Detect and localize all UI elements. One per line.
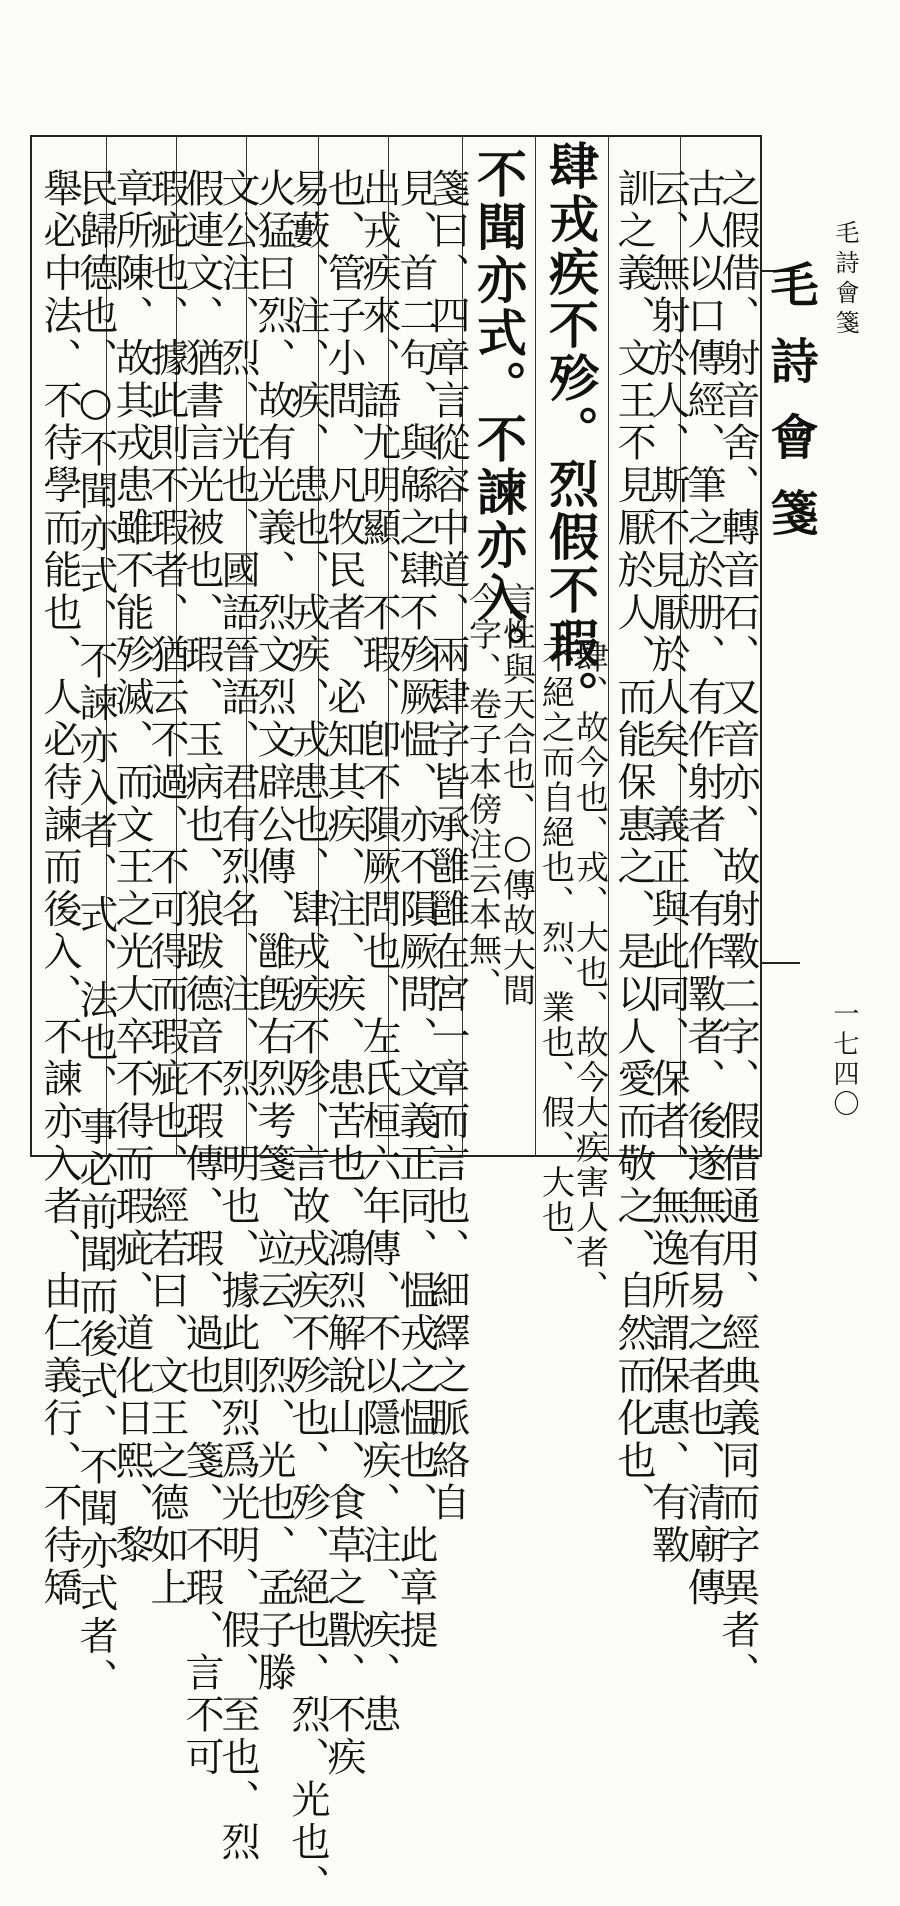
text-column: 舉必中法、不待學而能也、人必待諫而後入、不諫亦入者、由仁義行、不待矯 bbox=[37, 168, 82, 1610]
text-column: 訓之義、文王不見厭於人、而能保惠之、是以人愛而敬之、自然而化也、 bbox=[611, 168, 656, 1525]
note-column: 言性與天合也、○傳故大間 bbox=[498, 582, 537, 1008]
text-column: 文公注、烈、光也、國語晉語、君有烈名、注、烈、明也、據此則烈爲光明、假、至也、烈 bbox=[215, 168, 260, 1864]
text-column: 火猛曰烈、故有光義、烈文烈文辟公傳、雝旣右烈考箋、竝云、烈、光也、孟子滕 bbox=[251, 168, 296, 1695]
text-column: 民歸德也、○不聞亦式、不諫亦入者、式、法也、事必前聞而後式、不聞亦式者、 bbox=[73, 168, 118, 1701]
text-column: 瑕疵也、據此則不瑕者、猶云不過、不可得而瑕疵也、經若曰、文王之德如上 bbox=[144, 168, 189, 1610]
tab-rule-bottom bbox=[762, 962, 800, 964]
note-column: 今字、卷子本傍注云本無、 bbox=[464, 582, 503, 1002]
note-column: 不絕之而自絕也、烈、業也、假、大也、 bbox=[537, 640, 576, 1270]
tab-title: 毛詩會箋 bbox=[762, 260, 818, 564]
running-header: 毛詩會箋 bbox=[831, 220, 859, 340]
text-column: 云、無射於人、斯不見厭於人矣、義正與此同、保者、無逸所謂保惠、有斁 bbox=[645, 168, 690, 1568]
text-column: 見、首二句、與緜之肆不殄厥愠、亦不隕厥問、文義正同、愠戎之愠也、此章提 bbox=[393, 168, 438, 1652]
text-column: 也、管子小問、凡牧民者、必知其疾、注、疾、患苦也、鴻烈解說山、食草之獸、不疾 bbox=[321, 168, 366, 1780]
verse-column: 肆戎疾不殄。烈假不瑕。 bbox=[541, 140, 600, 723]
note-column: 肆、故今也、戎、大也、故今大疾害人者、 bbox=[571, 640, 610, 1305]
text-column: 章所陳、故其戎患雖不能殄滅、而文王之光大卒不得而瑕疵、道化日熙、黎 bbox=[109, 168, 154, 1568]
text-column: 之假借、射音舍、轉音石、又音亦、故射斁二字、假借通用、經典義同而字異者、 bbox=[715, 168, 760, 1695]
text-column: 箋曰、四章言從容中道、兩肆字皆承雝雝在宮一章而言也、細繹之脈絡自 bbox=[425, 168, 470, 1525]
page-number: 一七四〇 bbox=[829, 1000, 859, 1120]
text-column: 古人以口傳經、筆之於册、有作射者、有作斁者、後遂無有易之者也、清廟傳 bbox=[681, 168, 726, 1610]
verse-column: 不聞亦式。不諫亦入。 bbox=[469, 148, 528, 678]
text-column: 出戎疾來、語尤明顯、不瑕、卽不隕厥問也、左氏桓六年傳、不以隱疾、注、疾、患 bbox=[356, 168, 401, 1737]
text-column: 假連文、猶書言光被也、瑕、玉病也、狼跋德音不瑕傳、瑕、過也、箋、不瑕、言不可 bbox=[179, 168, 224, 1780]
text-column: 易藪、注、疾、患也、戎疾、戎患也、肆戎疾不殄、言故戎疾不殄也、殄、絕也、烈、光也、 bbox=[285, 168, 330, 1906]
